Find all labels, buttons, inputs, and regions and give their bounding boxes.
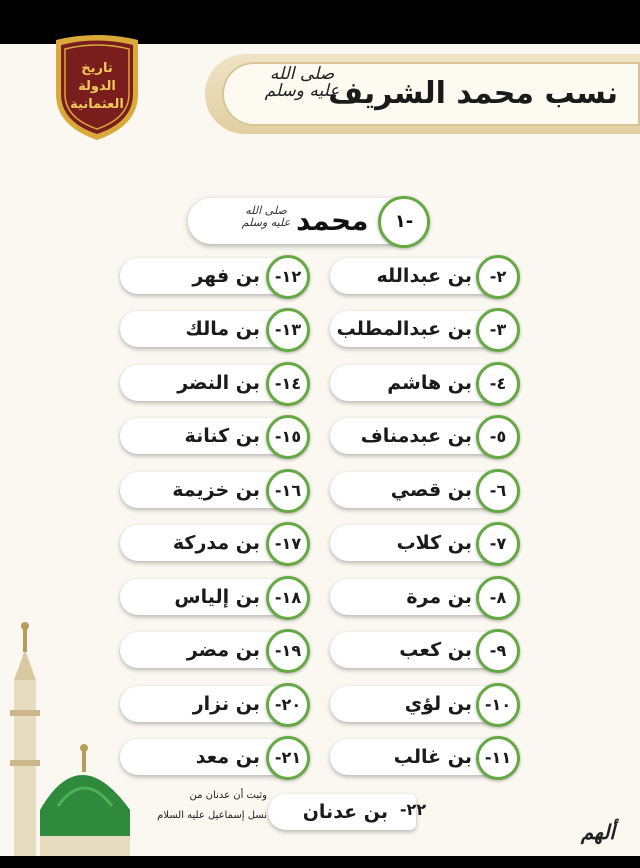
right-name-6: بن كلاب: [396, 532, 472, 554]
left-number-10: ٢١-: [266, 736, 310, 780]
entry-22-number: ٢٢-: [399, 800, 427, 819]
right-name-10: بن غالب: [393, 746, 472, 768]
right-name-4: بن عبدمناف: [360, 425, 472, 447]
right-number-6: ٧-: [476, 522, 520, 566]
left-number-2: ١٣-: [266, 308, 310, 352]
logo-line-2: الدولة: [78, 79, 116, 94]
entry-1-number: ١-: [378, 196, 430, 248]
mosque-dome-icon: [40, 744, 130, 856]
right-number-9: ١٠-: [476, 683, 520, 727]
footer-note: [125, 786, 267, 826]
footer-note-line-2: نسل إسماعيل عليه السلام: [157, 810, 267, 821]
page-title: نسب محمد الشريف: [328, 76, 618, 111]
right-number-3: ٤-: [476, 362, 520, 406]
left-number-5: ١٦-: [266, 469, 310, 513]
right-number-7: ٨-: [476, 576, 520, 620]
right-number-1: ٢-: [476, 255, 520, 299]
right-name-8: بن كعب: [399, 639, 472, 661]
left-number-7: ١٨-: [266, 576, 310, 620]
right-name-2: بن عبدالمطلب: [336, 318, 472, 340]
left-name-4: بن كنانة: [184, 425, 260, 447]
logo-text: [52, 60, 142, 114]
right-name-1: بن عبدالله: [376, 265, 472, 287]
logo-line-3: العثمانية: [70, 97, 124, 112]
right-number-5: ٦-: [476, 469, 520, 513]
logo-line-1: تاريخ: [81, 61, 113, 76]
right-name-5: بن قصي: [390, 479, 472, 501]
right-name-7: بن مرة: [406, 586, 472, 608]
minaret-icon: [10, 622, 40, 856]
right-number-10: ١١-: [476, 736, 520, 780]
bottom-bar: [0, 856, 640, 868]
left-name-5: بن خزيمة: [172, 479, 260, 501]
pbuh-calligraphy: صلى الله عليه وسلم: [264, 64, 340, 101]
left-name-6: بن مدركة: [172, 532, 260, 554]
right-name-3: بن هاشم: [387, 372, 472, 394]
left-name-1: بن فهر: [192, 265, 260, 287]
entry-22-name: بن عدنان: [302, 801, 388, 823]
left-number-4: ١٥-: [266, 415, 310, 459]
left-number-8: ١٩-: [266, 629, 310, 673]
signature-calligraphy: ألهم: [580, 820, 615, 844]
left-name-2: بن مالك: [185, 318, 260, 340]
left-name-7: بن إلياس: [174, 586, 260, 608]
footer-note-line-1: وثبت أن عدنان من: [189, 790, 267, 801]
left-number-3: ١٤-: [266, 362, 310, 406]
left-name-9: بن نزار: [192, 693, 260, 715]
left-number-1: ١٢-: [266, 255, 310, 299]
left-name-8: بن مضر: [186, 639, 260, 661]
entry-1-name: محمد: [296, 204, 369, 237]
left-number-6: ١٧-: [266, 522, 310, 566]
right-number-8: ٩-: [476, 629, 520, 673]
right-name-9: بن لؤي: [404, 693, 472, 715]
right-number-4: ٥-: [476, 415, 520, 459]
left-name-10: بن معد: [195, 746, 260, 768]
left-number-9: ٢٠-: [266, 683, 310, 727]
mosque-illustration: [0, 610, 140, 856]
entry-1-pbuh: صلى الله عليه وسلم: [241, 204, 291, 229]
left-name-3: بن النضر: [177, 372, 260, 394]
right-number-2: ٣-: [476, 308, 520, 352]
